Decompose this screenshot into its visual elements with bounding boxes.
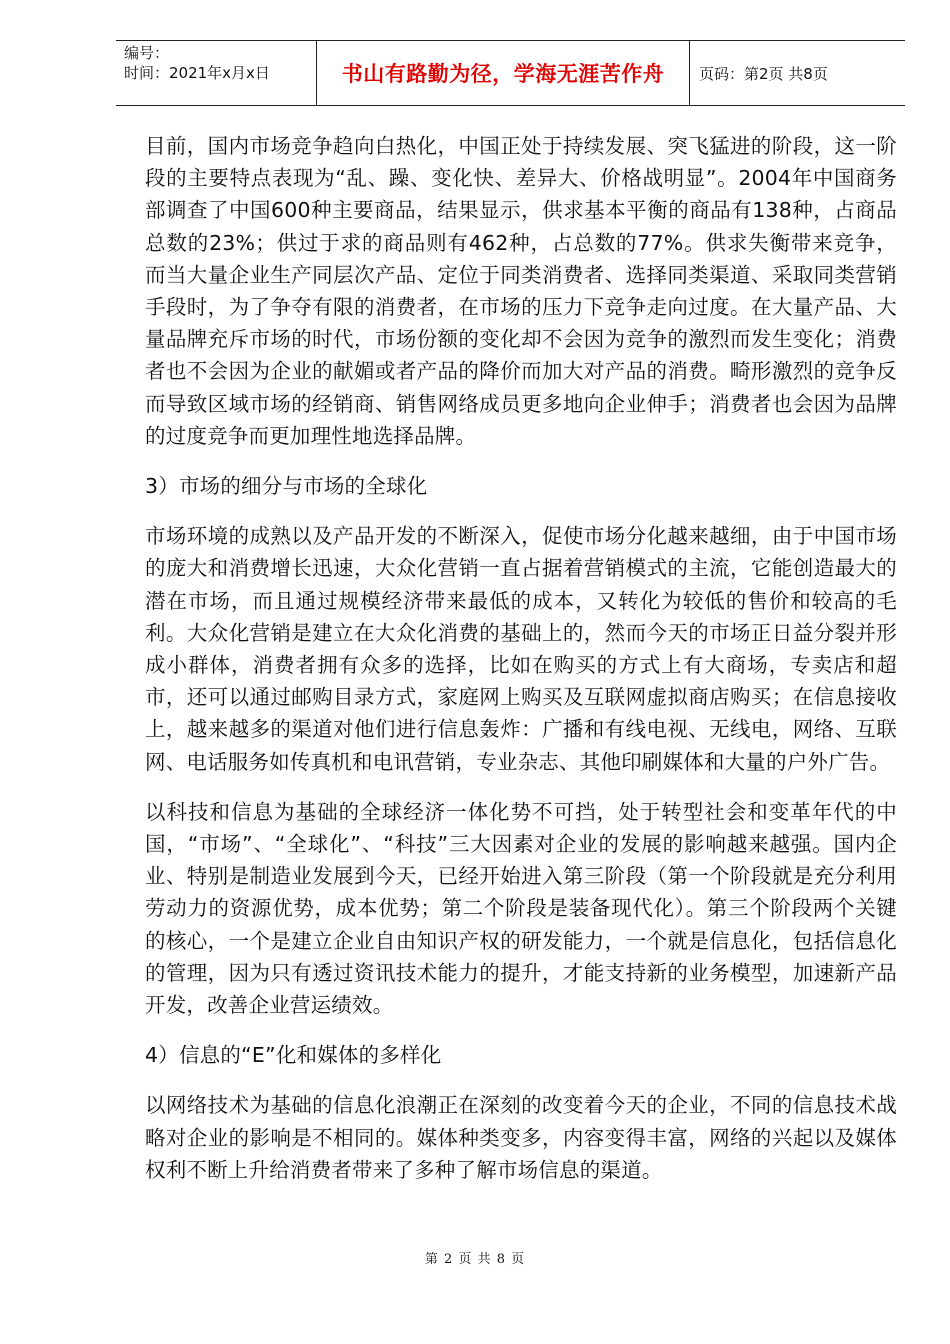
section-heading-3: 3）市场的细分与市场的全球化 — [145, 474, 428, 499]
paragraph-information-e: 以网络技术为基础的信息化浪潮正在深刻的改变着今天的企业，不同的信息技术战略对企业的影响是不相同的。媒体种类变多，内容变得丰富，网络的兴起以及媒体权利不断上升给消费者带来了多种了解市场信息的渠道。 — [145, 1093, 897, 1182]
header-meta — [116, 41, 316, 105]
page-header — [116, 40, 905, 106]
paragraph-globalization: 以科技和信息为基础的全球经济一体化势不可挡，处于转型社会和变革年代的中国，“市场”、“全球化”、“科技”三大因素对企业的发展的影响越来越强。国内企业、特别是制造业发展到今天，已经开始进入第三阶段（第一个阶段就是充分利用劳动力的资源优势，成本优势；第二个阶段是装备现代化）。第三个阶段两个关键的核心，一个是建立企业自由知识产权的研发能力，一个就是信息化，包括信息化的管理，因为只有透过资讯技术能力的提升，才能支持新的业务模型，加速新产品开发，改善企业营运绩效。 — [145, 799, 897, 1018]
document-body — [145, 130, 897, 1186]
header-page-info: 页码：第2页 共8页 — [699, 64, 828, 83]
document-time-label: 时间：2021年x月x日 — [124, 64, 270, 82]
header-motto: 书山有路勤为径，学海无涯苦作舟 — [316, 41, 690, 105]
page-footer: 第 2 页 共 8 页 — [424, 1252, 526, 1267]
paragraph-market-competition: 目前，国内市场竞争趋向白热化，中国正处于持续发展、突飞猛进的阶段，这一阶段的主要特点表现为“乱、躁、变化快、差异大、价格战明显”。2004年中国商务部调查了中国600种主要商品，结果显示，供求基本平衡的商品有138种，占商品总数的23%；供过于求的商品则有462种，占总数的77%。供求失衡带来竞争，而当大量企业生产同层次产品、定位于同类消费者、选择同类渠道、采取同类营销手段时，为了争夺有限的消费者，在市场的压力下竞争走向过度。在大量产品、大量品牌充斥市场的时代，市场份额的变化却不会因为竞争的激烈而发生变化；消费者也不会因为企业的献媚或者产品的降价而加大对产品的消费。畸形激烈的竞争反而导致区域市场的经销商、销售网络成员更多地向企业伸手；消费者也会因为品牌的过度竞争而更加理性地选择品牌。 — [145, 134, 897, 448]
paragraph-market-segmentation: 市场环境的成熟以及产品开发的不断深入，促使市场分化越来越细，由于中国市场的庞大和消费增长迅速，大众化营销一直占据着营销模式的主流，它能创造最大的潜在市场，而且通过规模经济带来最低的成本，又转化为较低的售价和较高的毛利。大众化营销是建立在大众化消费的基础上的，然而今天的市场正日益分裂并形成小群体，消费者拥有众多的选择，比如在购买的方式上有大商场，专卖店和超市，还可以通过邮购目录方式，家庭网上购买及互联网虚拟商店购买；在信息接收上，越来越多的渠道对他们进行信息轰炸：广播和有线电视、无线电，网络、互联网、电话服务如传真机和电讯营销，专业杂志、其他印刷媒体和大量的户外广告。 — [145, 524, 897, 774]
section-heading-4: 4）信息的“E”化和媒体的多样化 — [145, 1043, 442, 1068]
document-number-label: 编号： — [124, 44, 170, 62]
